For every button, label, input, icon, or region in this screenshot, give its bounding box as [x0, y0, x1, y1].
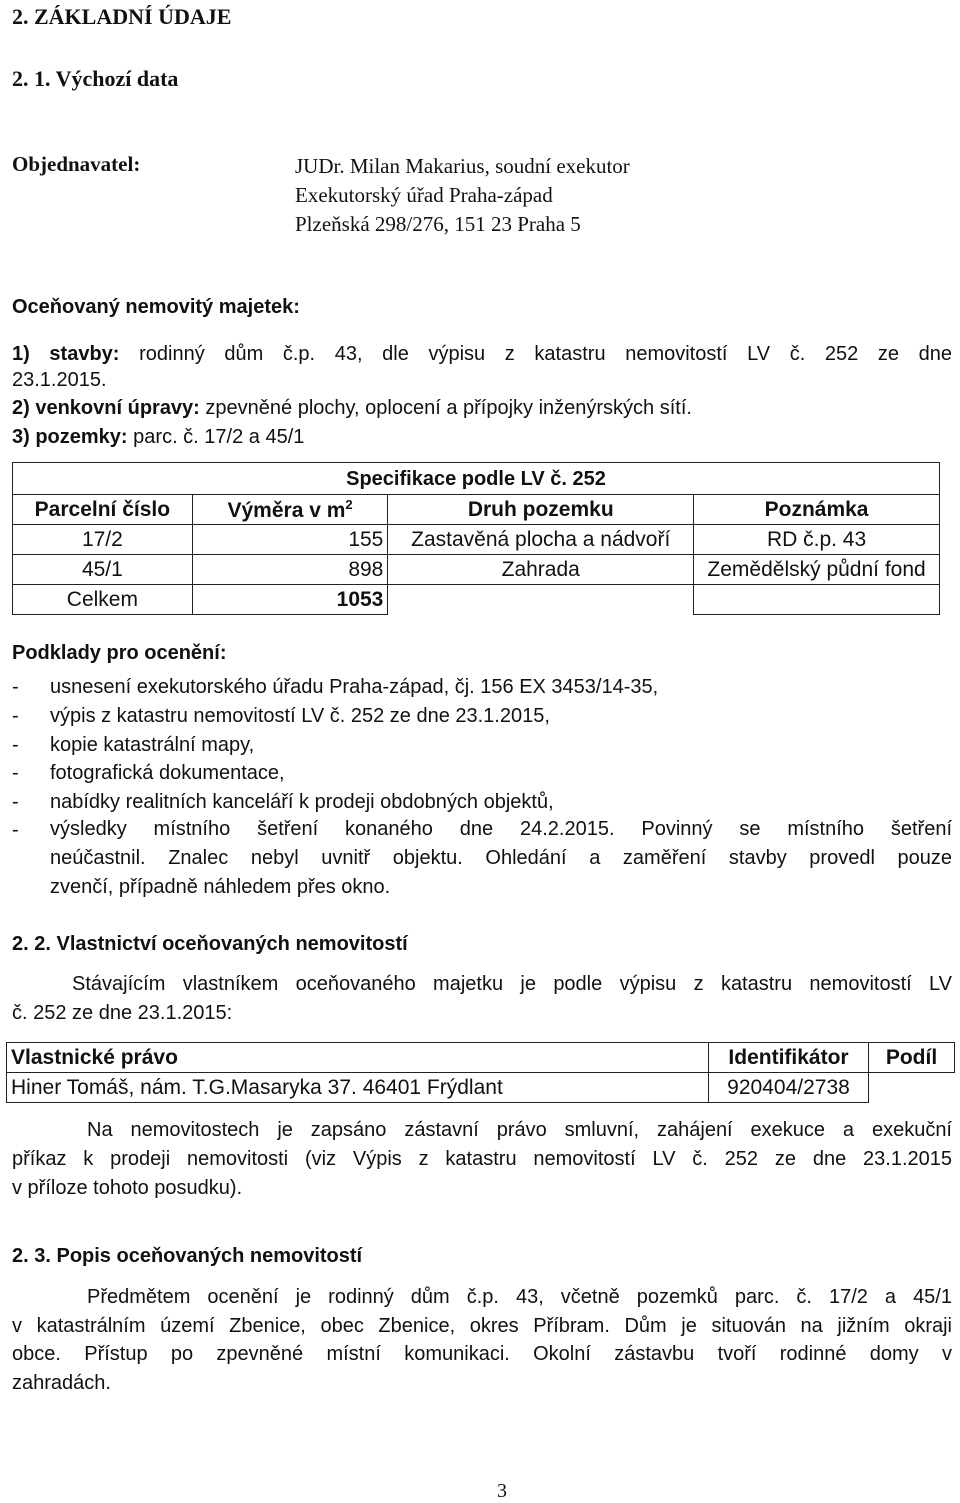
- list-item-text: výsledky místního šetření konaného dne 24.2.2015. Povinný se místního šetření: [50, 818, 952, 840]
- spec-header-text: Výměra v m: [227, 498, 346, 522]
- description-line: zahradách.: [12, 1372, 111, 1394]
- list-item: -: [12, 819, 19, 841]
- description-heading: 2. 3. Popis oceňovaných nemovitostí: [12, 1245, 363, 1267]
- spec-cell: 17/2: [13, 525, 193, 555]
- ownership-header: Identifikátor: [709, 1043, 869, 1073]
- subsection-heading: 2. 1. Výchozí data: [12, 66, 179, 91]
- spec-header: Parcelní číslo: [13, 495, 193, 525]
- property-item-3-text: parc. č. 17/2 a 45/1: [133, 426, 305, 448]
- property-item-3-label: 3) pozemky:: [12, 426, 128, 448]
- list-item-text: výpis z katastru nemovitostí LV č. 252 ze dne 23.1.2015,: [50, 705, 550, 727]
- spec-header-sup: 2: [345, 496, 353, 512]
- property-item-1: [12, 340, 952, 369]
- list-item-text: usnesení exekutorského úřadu Praha-západ, čj. 156 EX 3453/14-35,: [50, 676, 659, 698]
- spec-total-value: 1053: [192, 585, 388, 615]
- client-line: Exekutorský úřad Praha-západ: [295, 183, 553, 207]
- list-item: - fotografická dokumentace,: [12, 762, 285, 784]
- property-item-3: [12, 426, 304, 449]
- list-item-text: zvenčí, případně náhledem přes okno.: [50, 876, 391, 898]
- spec-title: Specifikace podle LV č. 252: [13, 463, 940, 495]
- ownership-note: v příloze tohoto posudku).: [12, 1177, 243, 1199]
- spec-cell: Zemědělský půdní fond: [694, 555, 940, 585]
- spec-cell: Zastavěná plocha a nádvoří: [388, 525, 694, 555]
- spec-header-row: [13, 495, 940, 525]
- basis-heading: Podklady pro ocenění:: [12, 642, 227, 664]
- ownership-table: [6, 1042, 955, 1103]
- client-block: [295, 152, 630, 239]
- list-item-text: nabídky realitních kanceláří k prodeji obdobných objektů,: [50, 791, 554, 813]
- spec-title-row: [13, 463, 940, 495]
- property-item-1-cont: 23.1.2015.: [12, 369, 107, 391]
- ownership-intro: Stávajícím vlastníkem oceňovaného majetku je podle výpisu z katastru nemovitostí LV: [72, 973, 952, 995]
- ownership-cell: [869, 1073, 955, 1103]
- ownership-header: Podíl: [869, 1043, 955, 1073]
- property-item-1-text: rodinný dům č.p. 43, dle výpisu z katastru nemovitostí LV č. 252 ze dne: [139, 343, 953, 365]
- ownership-cell: Hiner Tomáš, nám. T.G.Masaryka 37. 46401 Frýdlant: [7, 1073, 709, 1103]
- property-item-2-label: 2) venkovní úpravy:: [12, 397, 200, 419]
- spec-empty-box: [694, 585, 940, 615]
- client-line: JUDr. Milan Makarius, soudní exekutor: [295, 154, 630, 178]
- property-heading: Oceňovaný nemovitý majetek:: [12, 296, 300, 318]
- ownership-header-row: [7, 1043, 955, 1073]
- description-line: v katastrálním území Zbenice, obec Zbenice, okres Příbram. Dům je situován na jižním okraji: [12, 1315, 952, 1337]
- spec-empty: [388, 585, 694, 615]
- spec-total-label: Celkem: [13, 585, 193, 615]
- list-item-text: kopie katastrální mapy,: [50, 734, 255, 756]
- list-item-text: fotografická dokumentace,: [50, 762, 285, 784]
- table-row: [13, 525, 940, 555]
- list-item: - usnesení exekutorského úřadu Praha-západ, čj. 156 EX 3453/14-35,: [12, 676, 659, 698]
- spec-total-row: [13, 585, 940, 615]
- spec-cell: 45/1: [13, 555, 193, 585]
- description-line: obce. Přístup po zpevněné místní komunikaci. Okolní zástavbu tvoří rodinné domy v: [12, 1343, 952, 1365]
- table-row: [7, 1073, 955, 1103]
- ownership-intro-cont: č. 252 ze dne 23.1.2015:: [12, 1002, 233, 1024]
- list-item: - nabídky realitních kanceláří k prodeji obdobných objektů,: [12, 791, 554, 813]
- spec-header-area: [192, 495, 388, 525]
- spec-cell: Zahrada: [388, 555, 694, 585]
- property-item-1-label: 1) stavby:: [12, 343, 120, 365]
- description-line: Předmětem ocenění je rodinný dům č.p. 43, včetně pozemků parc. č. 17/2 a 45/1: [87, 1286, 952, 1308]
- ownership-heading: 2. 2. Vlastnictví oceňovaných nemovitostí: [12, 933, 408, 955]
- property-item-2: [12, 397, 692, 420]
- spec-table: [12, 462, 940, 615]
- list-item: - výpis z katastru nemovitostí LV č. 252 ze dne 23.1.2015,: [12, 705, 550, 727]
- spec-cell: RD č.p. 43: [694, 525, 940, 555]
- spec-cell: 155: [192, 525, 388, 555]
- table-row: [13, 555, 940, 585]
- property-item-2-text: zpevněné plochy, oplocení a přípojky inženýrských sítí.: [205, 397, 692, 419]
- ownership-header: Vlastnické právo: [7, 1043, 709, 1073]
- list-item-text: neúčastnil. Znalec nebyl uvnitř objektu. Ohledání a zaměření stavby provedl pouze: [50, 847, 952, 869]
- spec-cell: 898: [192, 555, 388, 585]
- section-heading: 2. ZÁKLADNÍ ÚDAJE: [12, 4, 232, 29]
- spec-header: Poznámka: [694, 495, 940, 525]
- ownership-note: příkaz k prodeji nemovitosti (viz Výpis z katastru nemovitostí LV č. 252 ze dne 23.1.2015: [12, 1148, 952, 1170]
- page-number: 3: [497, 1480, 507, 1502]
- ownership-cell: 920404/2738: [709, 1073, 869, 1103]
- client-line: Plzeňská 298/276, 151 23 Praha 5: [295, 212, 581, 236]
- ownership-note: Na nemovitostech je zapsáno zástavní právo smluvní, zahájení exekuce a exekuční: [87, 1119, 952, 1141]
- client-label: Objednavatel:: [12, 152, 141, 176]
- list-item: - kopie katastrální mapy,: [12, 734, 255, 756]
- spec-header: Druh pozemku: [388, 495, 694, 525]
